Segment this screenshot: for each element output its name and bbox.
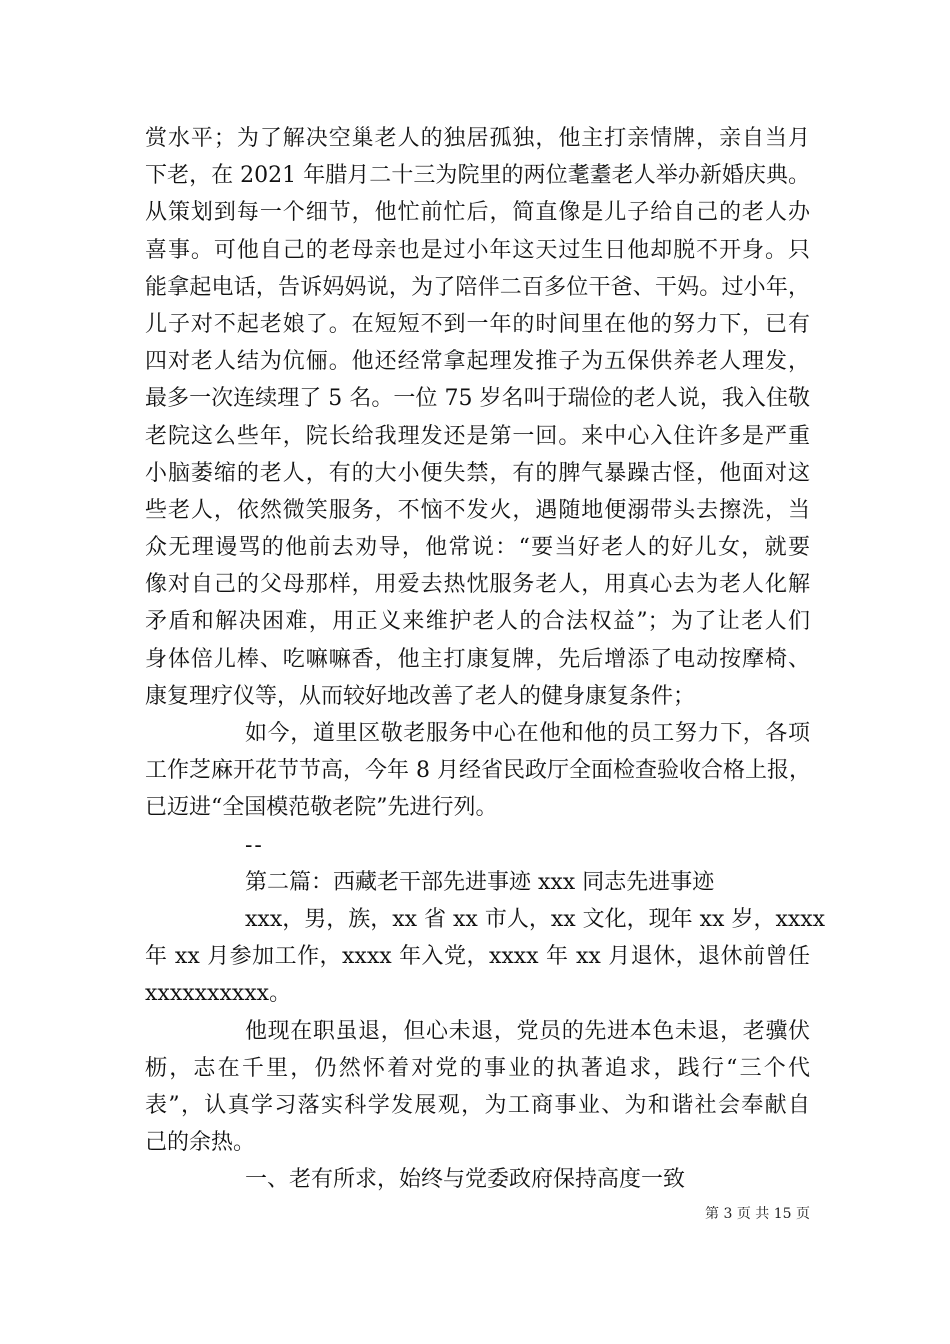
section-separator: -- <box>245 832 264 858</box>
text-line: 从策划到每一个细节，他忙前忙后，简直像是儿子给自己的老人办 <box>145 200 810 226</box>
text-line: 表”，认真学习落实科学发展观，为工商事业、为和谐社会奉献自 <box>145 1092 810 1118</box>
text-line: 工作芝麻开花节节高，今年 8 月经省民政厅全面检查验收合格上报， <box>145 758 811 784</box>
text-line: 些老人，依然微笑服务，不恼不发火，遇随地便溺带头去擦洗，当 <box>145 497 810 523</box>
text-line: 年 xx 月参加工作，xxxx 年入党，xxxx 年 xx 月退休，退休前曾任 <box>145 944 810 970</box>
text-line: 赏水平；为了解决空巢老人的独居孤独，他主打亲情牌，亲自当月 <box>145 126 810 151</box>
text-line: 身体倍儿棒、吃嘛嘛香，他主打康复牌，先后增添了电动按摩椅、 <box>145 646 810 672</box>
paragraph-start: xxx，男，族，xx 省 xx 市人，xx 文化，现年 xx 岁，xxxx <box>245 906 826 932</box>
text-line: 喜事。可他自己的老母亲也是过小年这天过生日他却脱不开身。只 <box>145 237 810 263</box>
text-line: 小脑萎缩的老人，有的大小便失禁，有的脾气暴躁古怪，他面对这 <box>145 460 810 486</box>
section-heading: 第二篇：西藏老干部先进事迹 xxx 同志先进事迹 <box>245 869 715 895</box>
text-line: 下老，在 2021 年腊月二十三为院里的两位耄耋老人举办新婚庆典。 <box>145 163 810 189</box>
text-line: 己的余热。 <box>145 1130 256 1156</box>
paragraph-start: 如今，道里区敬老服务中心在他和他的员工努力下，各项 <box>245 721 810 746</box>
text-line: 已迈进“全国模范敬老院”先进行列。 <box>145 795 498 821</box>
body-text <box>145 120 826 1198</box>
text-line: 矛盾和解决困难，用正义来维护老人的合法权益”；为了让老人们 <box>145 609 810 635</box>
text-line: 四对老人结为伉俪。他还经常拿起理发推子为五保供养老人理发， <box>145 349 810 375</box>
text-line: 康复理疗仪等，从而较好地改善了老人的健身康复条件； <box>145 683 696 709</box>
text-line: 像对自己的父母那样，用爱去热忱服务老人，用真心去为老人化解 <box>145 572 810 598</box>
text-line: 能拿起电话，告诉妈妈说，为了陪伴二百多位干爸、干妈。过小年， <box>145 274 810 300</box>
subsection-heading: 一、老有所求，始终与党委政府保持高度一致 <box>245 1167 686 1193</box>
text-line: 枥，志在千里，仍然怀着对党的事业的执著追求，践行“三个代 <box>145 1055 810 1081</box>
text-line: xxxxxxxxxx。 <box>145 981 292 1007</box>
text-line: 最多一次连续理了 5 名。一位 75 岁名叫于瑞俭的老人说，我入住敬 <box>145 386 810 412</box>
text-line: 老院这么些年，院长给我理发还是第一回。来中心入住许多是严重 <box>145 423 810 449</box>
text-line: 众无理谩骂的他前去劝导，他常说：“要当好老人的好儿女，就要 <box>145 535 810 561</box>
text-line: 儿子对不起老娘了。在短短不到一年的时间里在他的努力下，已有 <box>145 311 810 337</box>
page-footer: 第 3 页 共 15 页 <box>705 1206 810 1222</box>
paragraph-start: 他现在职虽退，但心未退，党员的先进本色未退，老骥伏 <box>245 1018 810 1044</box>
